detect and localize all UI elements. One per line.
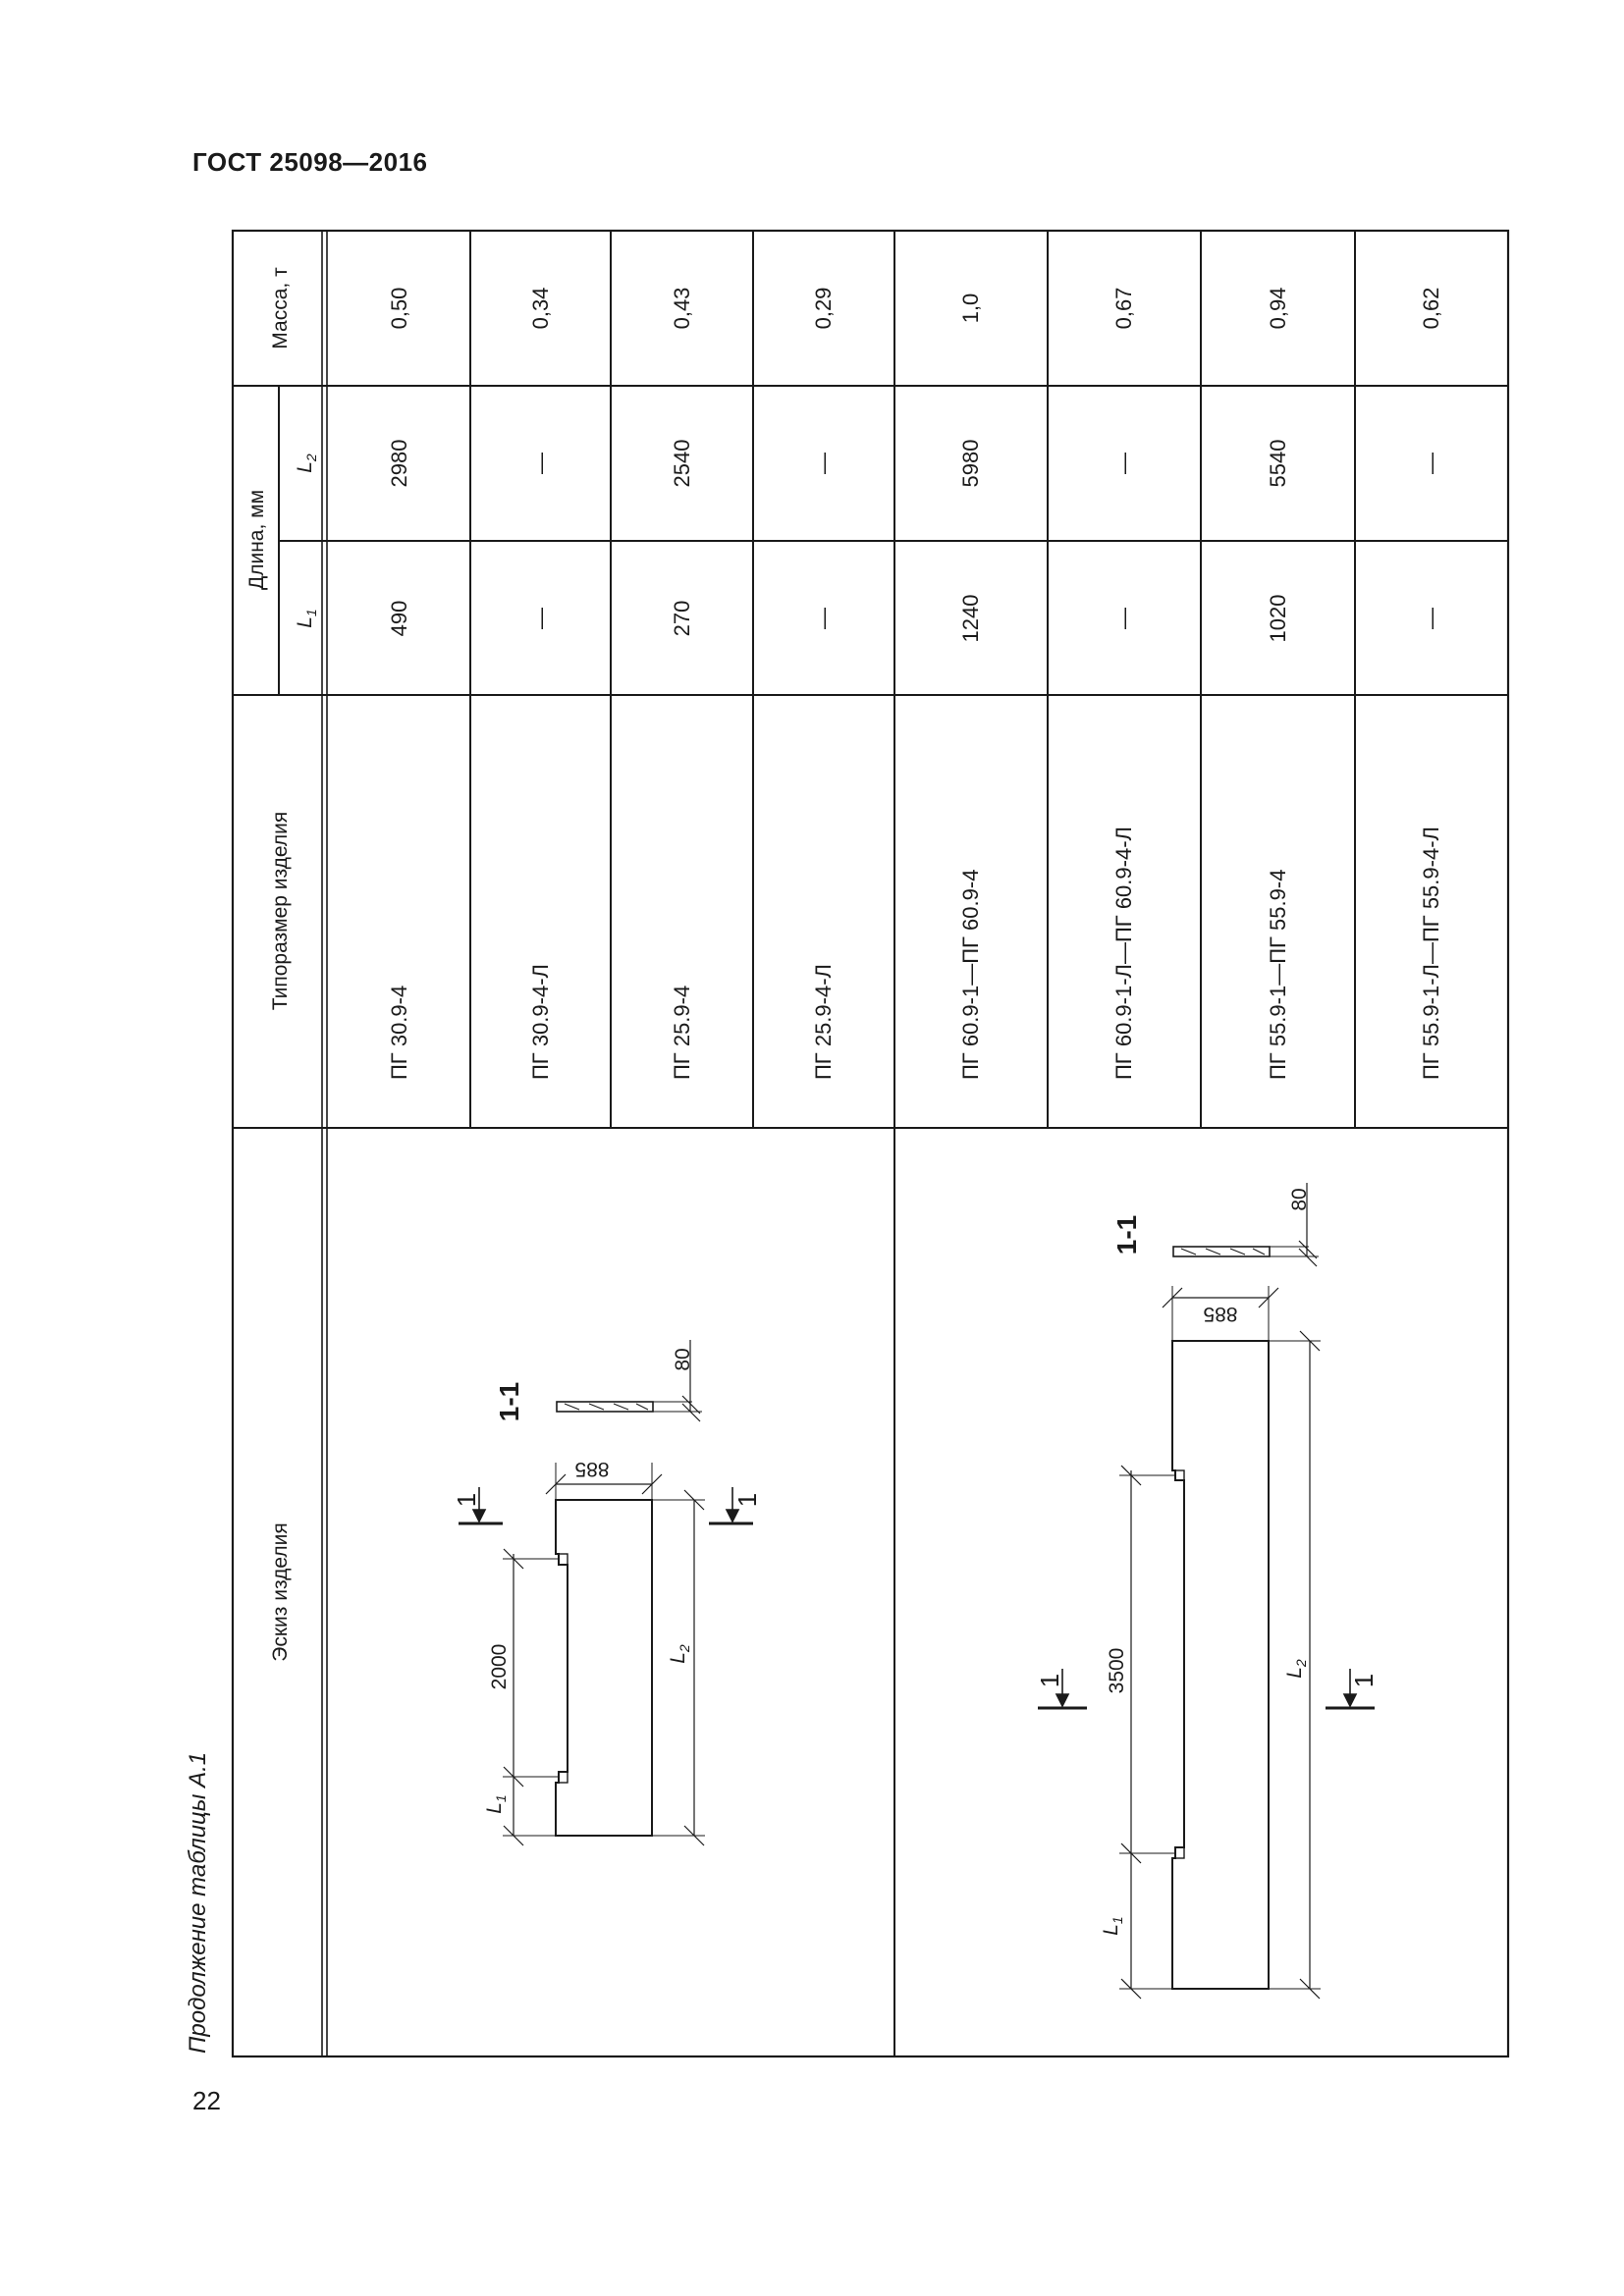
- cell-l1: 1020: [1266, 594, 1290, 643]
- cell-l2: —: [1419, 453, 1443, 474]
- header-sketch: Эскиз изделия: [269, 1522, 292, 1662]
- header-length: Длина, мм: [245, 489, 268, 591]
- cell-mass: 0,62: [1419, 287, 1443, 330]
- dim-spacing: 3500: [1106, 1647, 1128, 1694]
- lifting-loop: [1175, 1847, 1184, 1858]
- lifting-loop: [1175, 1470, 1184, 1480]
- lifting-loop: [559, 1772, 568, 1783]
- dim-width: 885: [1203, 1303, 1238, 1325]
- cell-l2: —: [1111, 453, 1136, 474]
- dim-thickness: 80: [1288, 1188, 1311, 1211]
- cell-l2: —: [528, 453, 553, 474]
- cell-type-size: ПГ 60.9-1-Л—ПГ 60.9-4-Л: [1111, 827, 1136, 1080]
- cell-l1: —: [811, 608, 836, 629]
- section-mark: 1: [1349, 1673, 1379, 1688]
- cell-mass: 0,67: [1111, 287, 1136, 330]
- page-number: 22: [192, 2086, 221, 2115]
- dim-l2: $L_2$: [667, 1644, 692, 1664]
- section-mark: 1: [452, 1492, 481, 1508]
- table-row: [670, 288, 694, 1080]
- cell-mass: 0,34: [528, 287, 553, 330]
- sketch-2-labels: [1035, 1188, 1379, 1935]
- lifting-loop: [559, 1554, 568, 1565]
- header-l1: $L_1$: [294, 609, 319, 628]
- panel-outline: [1172, 1341, 1269, 1989]
- table-header: [245, 267, 319, 1662]
- cell-l2: 2980: [387, 439, 411, 488]
- dim-thickness: 80: [672, 1348, 694, 1371]
- header-type-size: Типоразмер изделия: [269, 811, 292, 1011]
- cell-l1: —: [528, 608, 553, 629]
- cell-type-size: ПГ 30.9-4: [387, 985, 411, 1080]
- table-grid: [233, 231, 1508, 2056]
- cell-mass: 0,29: [811, 287, 836, 330]
- cell-type-size: ПГ 55.9-1-Л—ПГ 55.9-4-Л: [1419, 827, 1443, 1080]
- cell-l2: —: [811, 453, 836, 474]
- table-row: [1266, 288, 1290, 1080]
- dim-l1: $L_1$: [483, 1794, 509, 1814]
- cell-l2: 5540: [1266, 439, 1290, 488]
- cell-l1: 270: [670, 600, 694, 637]
- cell-type-size: ПГ 25.9-4-Л: [811, 964, 836, 1080]
- dim-width: 885: [574, 1458, 610, 1480]
- table-row: [1111, 288, 1136, 1080]
- section-mark: 1: [1035, 1673, 1064, 1688]
- cell-mass: 0,94: [1266, 287, 1290, 330]
- table-row: [811, 288, 836, 1080]
- cell-mass: 0,43: [670, 287, 694, 330]
- header-l2: $L_2$: [294, 454, 319, 473]
- sketch-1-labels: [452, 1348, 762, 1813]
- cell-mass: 0,50: [387, 287, 411, 330]
- cell-l1: —: [1419, 608, 1443, 629]
- section-label: 1-1: [494, 1381, 524, 1422]
- table-row: [528, 288, 553, 1080]
- section-mark: 1: [732, 1492, 762, 1508]
- cell-type-size: ПГ 25.9-4: [670, 985, 694, 1080]
- cell-type-size: ПГ 55.9-1—ПГ 55.9-4: [1266, 869, 1290, 1080]
- cell-l1: —: [1111, 608, 1136, 629]
- table-continuation-caption: Продолжение таблицы А.1: [185, 1751, 211, 2054]
- cell-type-size: ПГ 60.9-1—ПГ 60.9-4: [958, 869, 983, 1080]
- cell-l2: 2540: [670, 439, 694, 488]
- cell-l1: 490: [387, 600, 411, 637]
- table-row: [958, 294, 983, 1080]
- header-mass: Масса, т: [269, 267, 292, 349]
- cell-l2: 5980: [958, 439, 983, 488]
- table-row: [387, 288, 411, 1080]
- cell-l1: 1240: [958, 594, 983, 643]
- panel-outline: [556, 1500, 652, 1836]
- table-row: [1419, 288, 1443, 1080]
- cell-type-size: ПГ 30.9-4-Л: [528, 964, 553, 1080]
- dim-spacing: 2000: [488, 1643, 511, 1690]
- cell-mass: 1,0: [958, 293, 983, 324]
- standard-title: ГОСТ 25098—2016: [192, 147, 428, 177]
- dim-l1: $L_1$: [1100, 1916, 1125, 1936]
- dim-l2: $L_2$: [1283, 1659, 1309, 1679]
- section-label: 1-1: [1111, 1214, 1142, 1255]
